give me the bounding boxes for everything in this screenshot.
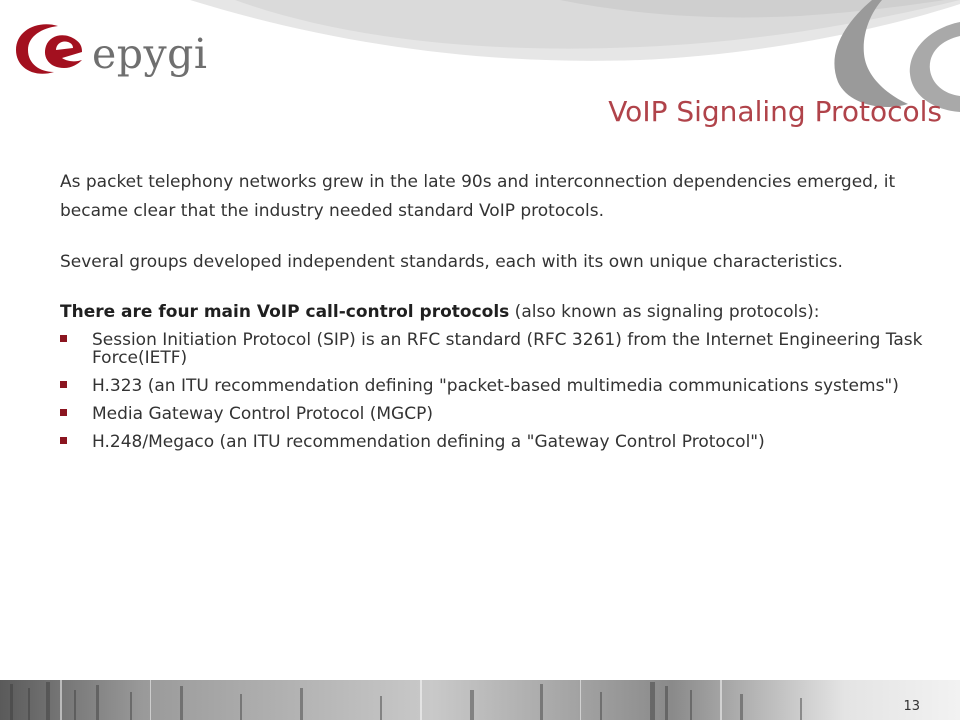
intro-paragraph: As packet telephony networks grew in the late 90s and interconnection dependencies emerged, it became clear that the industry needed standard VoIP protocols.: [60, 172, 896, 221]
list-item: [60, 433, 930, 451]
list-item: [60, 377, 930, 395]
slide-body: [60, 168, 930, 461]
list-item-text: H.248/Megaco (an ITU recommendation defining a "Gateway Control Protocol"): [92, 432, 765, 452]
square-bullet-icon: [60, 437, 67, 444]
footer-band: [0, 680, 960, 720]
square-bullet-icon: [60, 409, 67, 416]
epygi-logo: [10, 18, 210, 78]
list-item-text: H.323 (an ITU recommendation defining "packet-based multimedia communications systems"): [92, 376, 899, 396]
list-item-text: Media Gateway Control Protocol (MGCP): [92, 404, 433, 424]
square-bullet-icon: [60, 381, 67, 388]
list-item: [60, 331, 930, 367]
protocols-lead-rest: (also known as signaling protocols):: [509, 302, 820, 322]
page-number: 13: [903, 699, 920, 714]
protocol-list: [60, 331, 930, 451]
square-bullet-icon: [60, 335, 67, 342]
logo-wordmark: epygi: [92, 30, 208, 78]
protocols-lead: [60, 299, 930, 325]
standards-paragraph: Several groups developed independent standards, each with its own unique characteristics.: [60, 252, 843, 272]
slide-title: VoIP Signaling Protocols: [608, 95, 942, 128]
protocols-lead-bold: There are four main VoIP call-control protocols: [60, 302, 510, 322]
list-item: [60, 405, 930, 423]
list-item-text: Session Initiation Protocol (SIP) is an RFC standard (RFC 3261) from the Internet Engineering Task Force(IETF): [92, 330, 923, 368]
epygi-logo-mark-icon: [10, 18, 90, 78]
